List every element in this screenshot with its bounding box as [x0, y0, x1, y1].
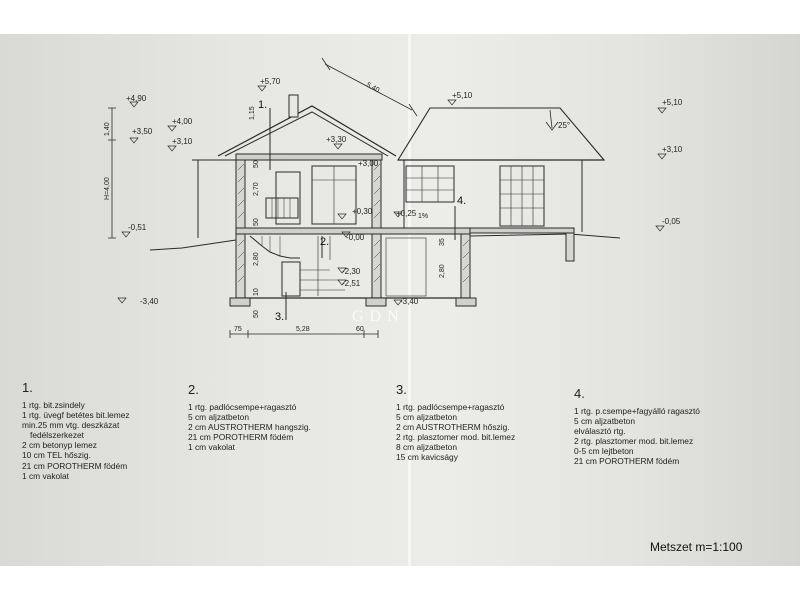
- foundation-2: [366, 298, 386, 306]
- spec-line: 2 cm AUSTROTHERM hangszig.: [188, 422, 311, 433]
- section-marker-4: 4.: [457, 195, 467, 207]
- section-marker-1: 1.: [258, 99, 268, 111]
- spec-number: 4.: [574, 386, 585, 401]
- spec-line: 1 rtg. üvegf betétes bit.lemez: [22, 410, 130, 421]
- spec-line: 1 rtg. padlócsempe+ragasztó: [188, 402, 297, 412]
- spec-line: 1 rtg. padlócsempe+ragasztó: [396, 402, 505, 412]
- spec-line: 1 rtg. bit.zsindely: [22, 400, 85, 410]
- window-right-1: [406, 166, 454, 202]
- level-label: +0,25: [396, 209, 417, 218]
- slope-label: 1%: [418, 213, 429, 220]
- level-label: +3,30: [326, 135, 347, 144]
- level-label: +0,30: [352, 207, 373, 216]
- hip-roof: [398, 108, 604, 160]
- door-basement: [386, 238, 426, 296]
- dim-label: 50: [253, 218, 260, 226]
- chimney: [289, 95, 298, 117]
- ground-line-left: [150, 240, 236, 250]
- level-label: +3,50: [132, 127, 153, 136]
- spec-line: 5 cm aljzatbeton: [396, 412, 457, 423]
- dim-label: 60: [356, 326, 364, 333]
- dim-label: 50: [253, 310, 260, 318]
- spec-line: 1 cm vakolat: [22, 470, 70, 481]
- dim-label: 5,28: [296, 326, 310, 333]
- spec-line: 21 cm POROTHERM födém: [188, 432, 294, 443]
- dim-label: 50: [253, 160, 260, 168]
- section-marker-3: 3.: [275, 311, 285, 323]
- scale-label: Metszet m=1:100: [650, 540, 743, 554]
- spec-line: 21 cm POROTHERM födém: [574, 456, 680, 467]
- level-label: +5,10: [662, 98, 683, 107]
- wall-upper-left: [236, 160, 245, 228]
- spec-line: 2 cm betonyp lemez: [22, 440, 97, 451]
- spec-number: 1.: [22, 380, 33, 395]
- slab-terrace: [470, 228, 574, 233]
- spec-line: 1 rtg. p.csempe+fagyálló ragasztó: [574, 406, 700, 416]
- foundation-3: [456, 298, 476, 306]
- level-markers: [118, 86, 666, 305]
- level-label: -3,40: [400, 297, 419, 306]
- balustrade: [266, 198, 298, 218]
- spec-block-1: [22, 380, 130, 481]
- level-label: +5,10: [452, 91, 473, 100]
- level-label: -0,51: [128, 223, 147, 232]
- spec-line: 1 cm vakolat: [188, 442, 236, 453]
- spec-line: 2 rtg. plasztomer mod. bit.lemez: [574, 436, 694, 447]
- roof-dim-label: 5,40: [365, 81, 381, 95]
- spec-line: 5 cm aljzatbeton: [188, 412, 249, 423]
- spec-line: elválasztó rtg.: [574, 426, 626, 437]
- spec-line: 2 rtg. plasztomer mod. bit.lemez: [396, 432, 516, 443]
- spec-block-4: [574, 386, 700, 467]
- spec-line: 21 cm POROTHERM födém: [22, 460, 128, 471]
- level-label: +3,10: [662, 145, 683, 154]
- dim-label: 10: [253, 288, 260, 296]
- dim-label: 1,40: [104, 122, 111, 136]
- level-label: -2,51: [342, 279, 361, 288]
- main-roof: [218, 106, 396, 156]
- ground-line-right: [470, 234, 620, 238]
- level-label: +3,10: [172, 137, 193, 146]
- level-label: +4,90: [126, 94, 147, 103]
- level-label: -3,40: [140, 297, 159, 306]
- right-walls: [404, 160, 582, 232]
- spec-line: 2 cm AUSTROTHERM hőszig.: [396, 422, 510, 433]
- dim-label: H=4,00: [104, 177, 111, 200]
- spec-line: 0-5 cm lejtbeton: [574, 446, 634, 457]
- dim-label: 1,15: [249, 106, 256, 120]
- dim-label: 2,70: [253, 182, 260, 196]
- level-label: +3,00: [358, 159, 379, 168]
- dim-label: 75: [234, 326, 242, 333]
- spec-line: 10 cm TEL hőszig.: [22, 450, 91, 461]
- dim-label: 2,80: [253, 252, 260, 266]
- spec-block-3: [396, 382, 515, 463]
- spec-line: 15 cm kavicságy: [396, 452, 458, 463]
- spec-number: 3.: [396, 382, 407, 397]
- level-label: -0,05: [662, 217, 681, 226]
- level-label: +5,70: [260, 77, 281, 86]
- spec-line: 8 cm aljzatbeton: [396, 442, 457, 453]
- watermark: GDN: [352, 308, 405, 325]
- level-label: -2,30: [342, 267, 361, 276]
- dim-label: 35: [439, 238, 446, 246]
- roof-angle-label: 25°: [558, 121, 571, 130]
- level-label: +4,00: [172, 117, 193, 126]
- spec-number: 2.: [188, 382, 199, 397]
- dim-label: 2,80: [439, 264, 446, 278]
- wall-upper-right: [372, 160, 381, 228]
- spec-block-2: [188, 382, 311, 452]
- spec-line: fedélszerkezet: [30, 430, 84, 441]
- spec-line: min.25 mm vtg. deszkázat: [22, 420, 120, 431]
- foundation-1: [230, 298, 250, 306]
- spec-line: 5 cm aljzatbeton: [574, 416, 635, 427]
- section-marker-2: 2.: [320, 236, 330, 248]
- level-label: -0,00: [346, 233, 365, 242]
